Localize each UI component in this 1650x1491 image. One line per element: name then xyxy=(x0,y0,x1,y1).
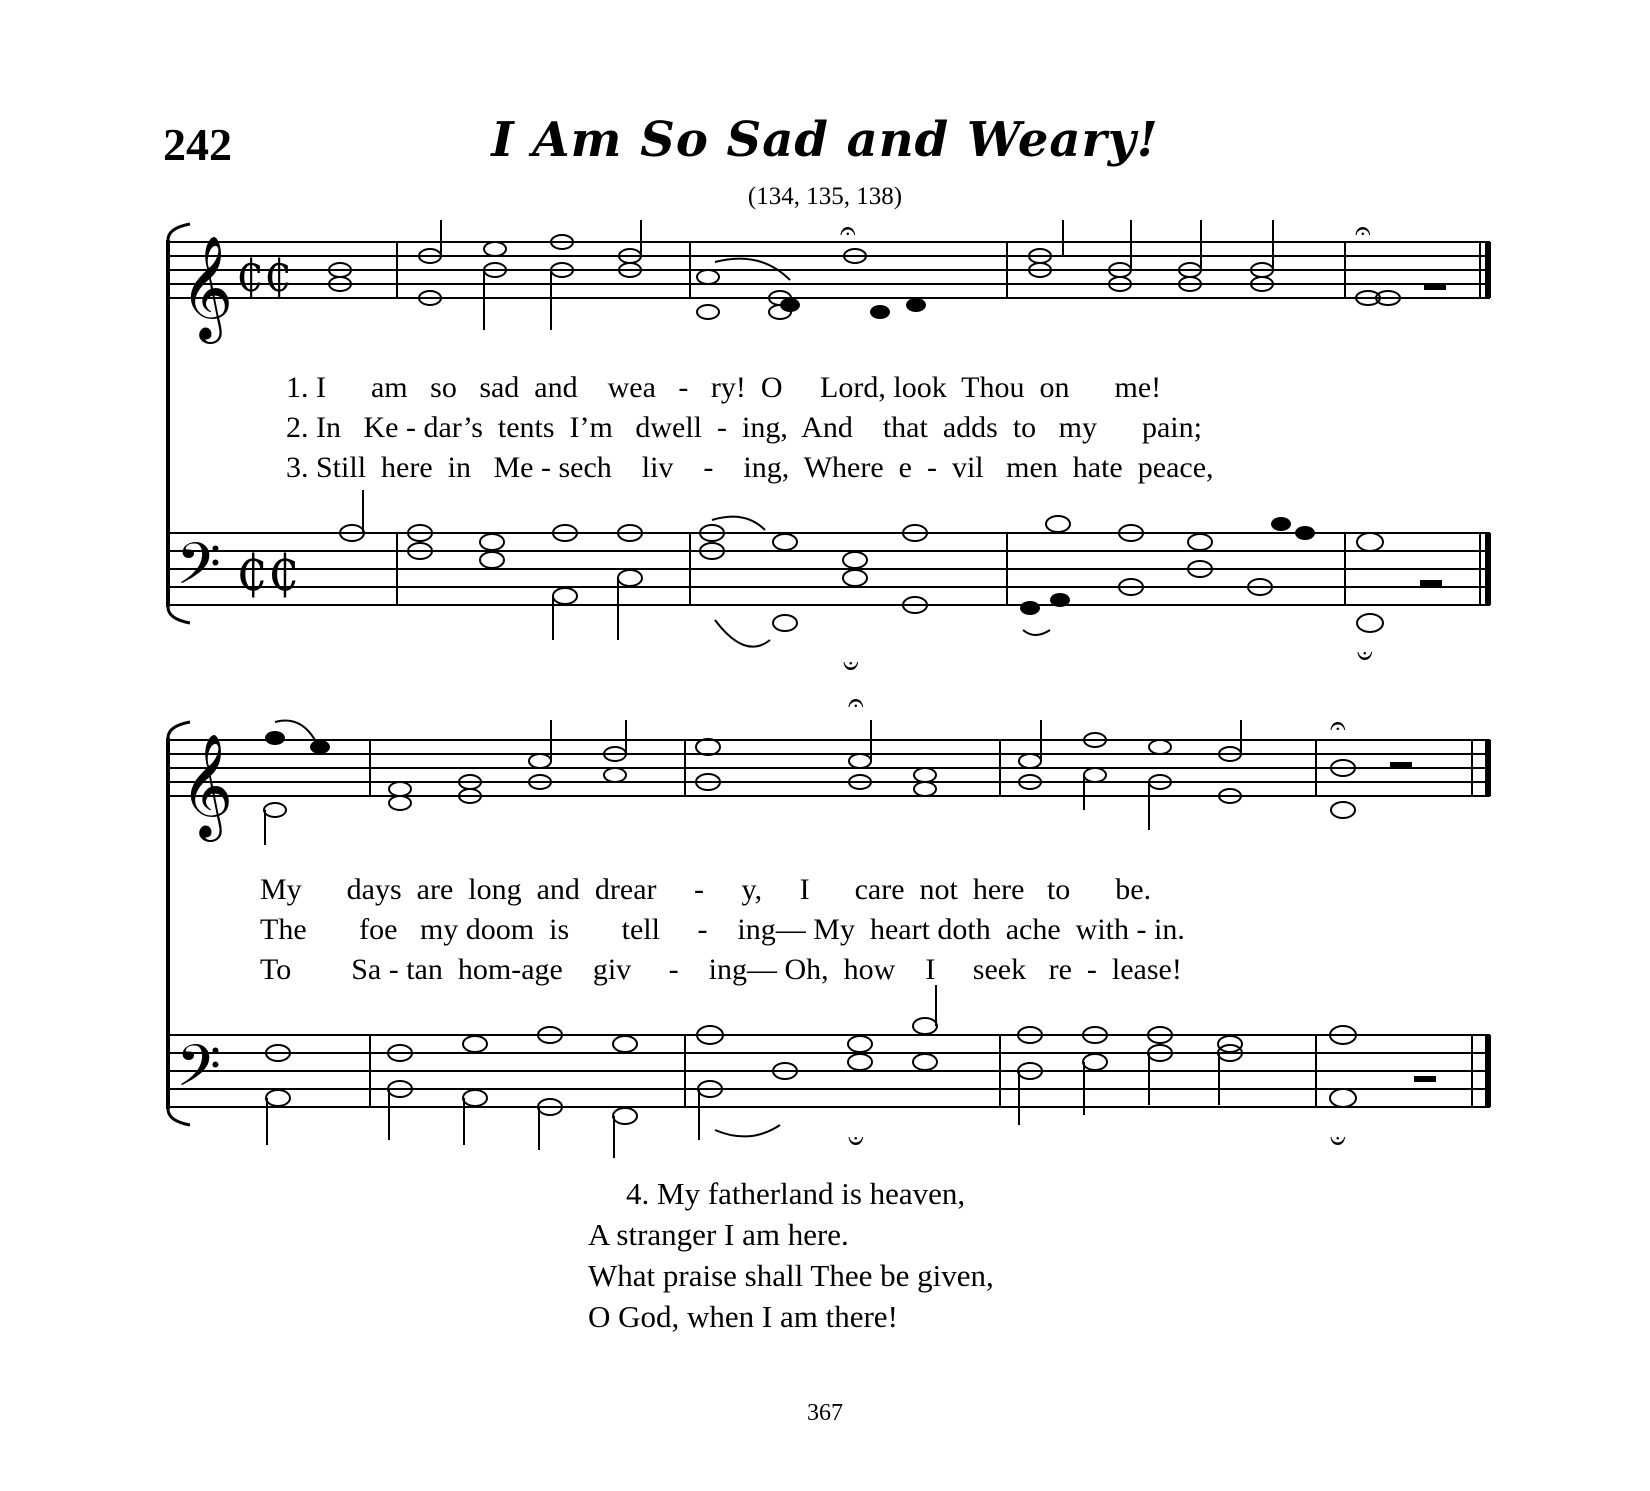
lyric-line-verse2-sys2: The foe my doom is tell - ing— My heart doth ache with - in. xyxy=(260,913,1185,946)
fermata-icon: 𝄐 xyxy=(1330,709,1346,742)
fermata-icon: 𝄑 xyxy=(1357,639,1373,672)
bass-clef-icon: 𝄢 xyxy=(176,530,222,612)
bass-staff-2 xyxy=(170,1035,1490,1107)
system-brackets xyxy=(168,224,190,1125)
bass-staff-1 xyxy=(170,533,1490,605)
fermata-icon: 𝄑 xyxy=(848,1124,864,1157)
verse4-line-2: A stranger I am here. xyxy=(588,1217,849,1252)
verse4-line-4: O God, when I am there! xyxy=(588,1299,898,1334)
fermata-icon: 𝄐 xyxy=(840,214,856,247)
hymn-number: 242 xyxy=(163,119,232,170)
fermata-icon: 𝄐 xyxy=(848,686,864,719)
page-number: 367 xyxy=(807,1400,843,1426)
hymn-title: I Am So Sad and Weary! xyxy=(491,112,1159,168)
fermata-icon: 𝄐 xyxy=(1355,214,1371,247)
lyric-line-verse3-sys2: To Sa - tan hom-age giv - ing— Oh, how I seek re - lease! xyxy=(260,953,1182,986)
lyric-line-verse3-sys1: 3. Still here in Me - sech liv - ing, Where e - vil men hate peace, xyxy=(286,451,1214,484)
lyric-line-verse1-sys2: My days are long and drear - y, I care not here to be. xyxy=(260,873,1152,906)
fermata-icon: 𝄑 xyxy=(1330,1124,1346,1157)
treble-clef-icon: 𝄞 xyxy=(180,733,234,838)
tune-references: (134, 135, 138) xyxy=(747,183,903,210)
cut-time-icon: ₵₵ xyxy=(236,544,300,602)
cut-time-icon: ₵₵ xyxy=(236,251,292,302)
lyric-line-verse1-sys1: 1. I am so sad and wea - ry! O Lord, look Thou on me! xyxy=(286,371,1162,404)
lyric-line-verse2-sys1: 2. In Ke - dar’s tents I’m dwell - ing, And that adds to my pain; xyxy=(286,411,1202,444)
final-barlines xyxy=(1485,242,1491,1107)
notes-treble-1 xyxy=(329,220,1400,330)
treble-staff-1 xyxy=(170,242,1490,298)
bass-clef-icon: 𝄢 xyxy=(176,1032,222,1114)
verse4-line-3: What praise shall Thee be given, xyxy=(588,1258,994,1293)
treble-staff-2 xyxy=(170,740,1490,796)
fermata-icon: 𝄑 xyxy=(843,649,859,682)
verse4-line-1: 4. My fatherland is heaven, xyxy=(626,1176,966,1211)
treble-clef-icon: 𝄞 xyxy=(180,235,234,340)
